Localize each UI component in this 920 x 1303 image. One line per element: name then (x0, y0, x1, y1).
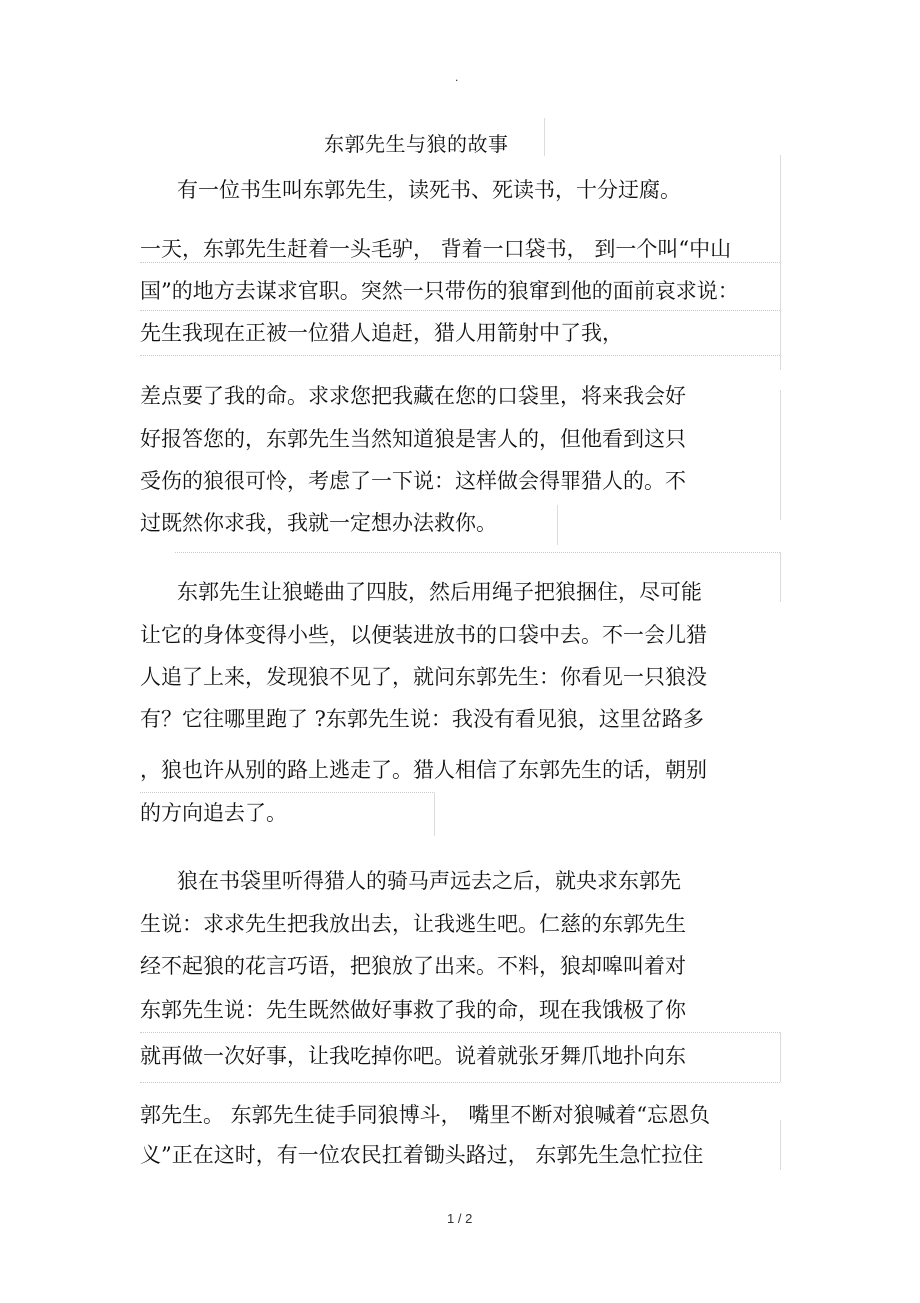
scan-rule (780, 155, 781, 370)
document-title: 东郭先生与狼的故事 (324, 132, 509, 156)
scan-rule (780, 1120, 781, 1170)
text-line: 东郭先生让狼蜷曲了四肢，然后用绳子把狼捆住，尽可能 (177, 580, 702, 604)
text-line: 有？它往哪里跑了 ?东郭先生说：我没有看见狼，这里岔路多 (140, 707, 704, 731)
scan-rule (140, 1082, 780, 1083)
text-line: 有一位书生叫东郭先生，读死书、死读书，十分迂腐。 (177, 178, 681, 202)
scan-rule (557, 505, 558, 545)
text-line: 过既然你求我，我就一定想办法救你。 (140, 511, 497, 535)
text-line: 生说：求求先生把我放出去，让我逃生吧。仁慈的东郭先生 (140, 912, 686, 936)
text-line: 经不起狼的花言巧语，把狼放了出来。不料，狼却嗥叫着对 (140, 954, 686, 978)
text-line: 义”正在这时，有一位农民扛着锄头路过， 东郭先生急忙拉住 (140, 1143, 704, 1167)
text-line: 就再做一次好事，让我吃掉你吧。说着就张牙舞爪地扑向东 (140, 1044, 686, 1068)
header-dot: . (455, 70, 459, 84)
text-line: 国”的地方去谋求官职。突然一只带伤的狼窜到他的面前哀求说： (140, 279, 739, 303)
text-line: 差点要了我的命。求求您把我藏在您的口袋里，将来我会好 (140, 384, 686, 408)
text-line: 人追了上来，发现狼不见了，就问东郭先生：你看见一只狼没 (140, 665, 707, 689)
text-line: 先生我现在正被一位猎人追赶，猎人用箭射中了我， (140, 321, 623, 345)
scan-rule (140, 310, 780, 311)
text-line: 的方向追去了。 (140, 801, 287, 825)
text-line: 受伤的狼很可怜，考虑了一下说：这样做会得罪猎人的。不 (140, 469, 686, 493)
text-line: 狼在书袋里听得猎人的骑马声远去之后，就央求东郭先 (177, 869, 681, 893)
scan-rule (780, 552, 781, 602)
scan-rule (780, 1032, 781, 1082)
scan-rule (434, 792, 435, 836)
scan-rule (544, 118, 545, 156)
scan-rule (140, 792, 435, 793)
scan-rule (175, 552, 780, 553)
text-line: 好报答您的，东郭先生当然知道狼是害人的，但他看到这只 (140, 427, 686, 451)
text-line: 让它的身体变得小些，以便装进放书的口袋中去。不一会儿猎 (140, 623, 707, 647)
text-line: 一天，东郭先生赶着一头毛驴， 背着一口袋书， 到一个叫“中山 (140, 237, 732, 261)
page-number: 1 / 2 (447, 1211, 473, 1226)
text-line: 郭先生。 东郭先生徒手同狼博斗， 嘴里不断对狼喊着“忘恩负 (140, 1103, 711, 1127)
scan-rule (140, 355, 780, 356)
scan-rule (140, 1032, 780, 1033)
text-line: 东郭先生说：先生既然做好事救了我的命，现在我饿极了你 (140, 998, 686, 1022)
text-line: ，狼也许从别的路上逃走了。猎人相信了东郭先生的话，朝别 (140, 758, 707, 782)
scan-rule (780, 390, 781, 520)
